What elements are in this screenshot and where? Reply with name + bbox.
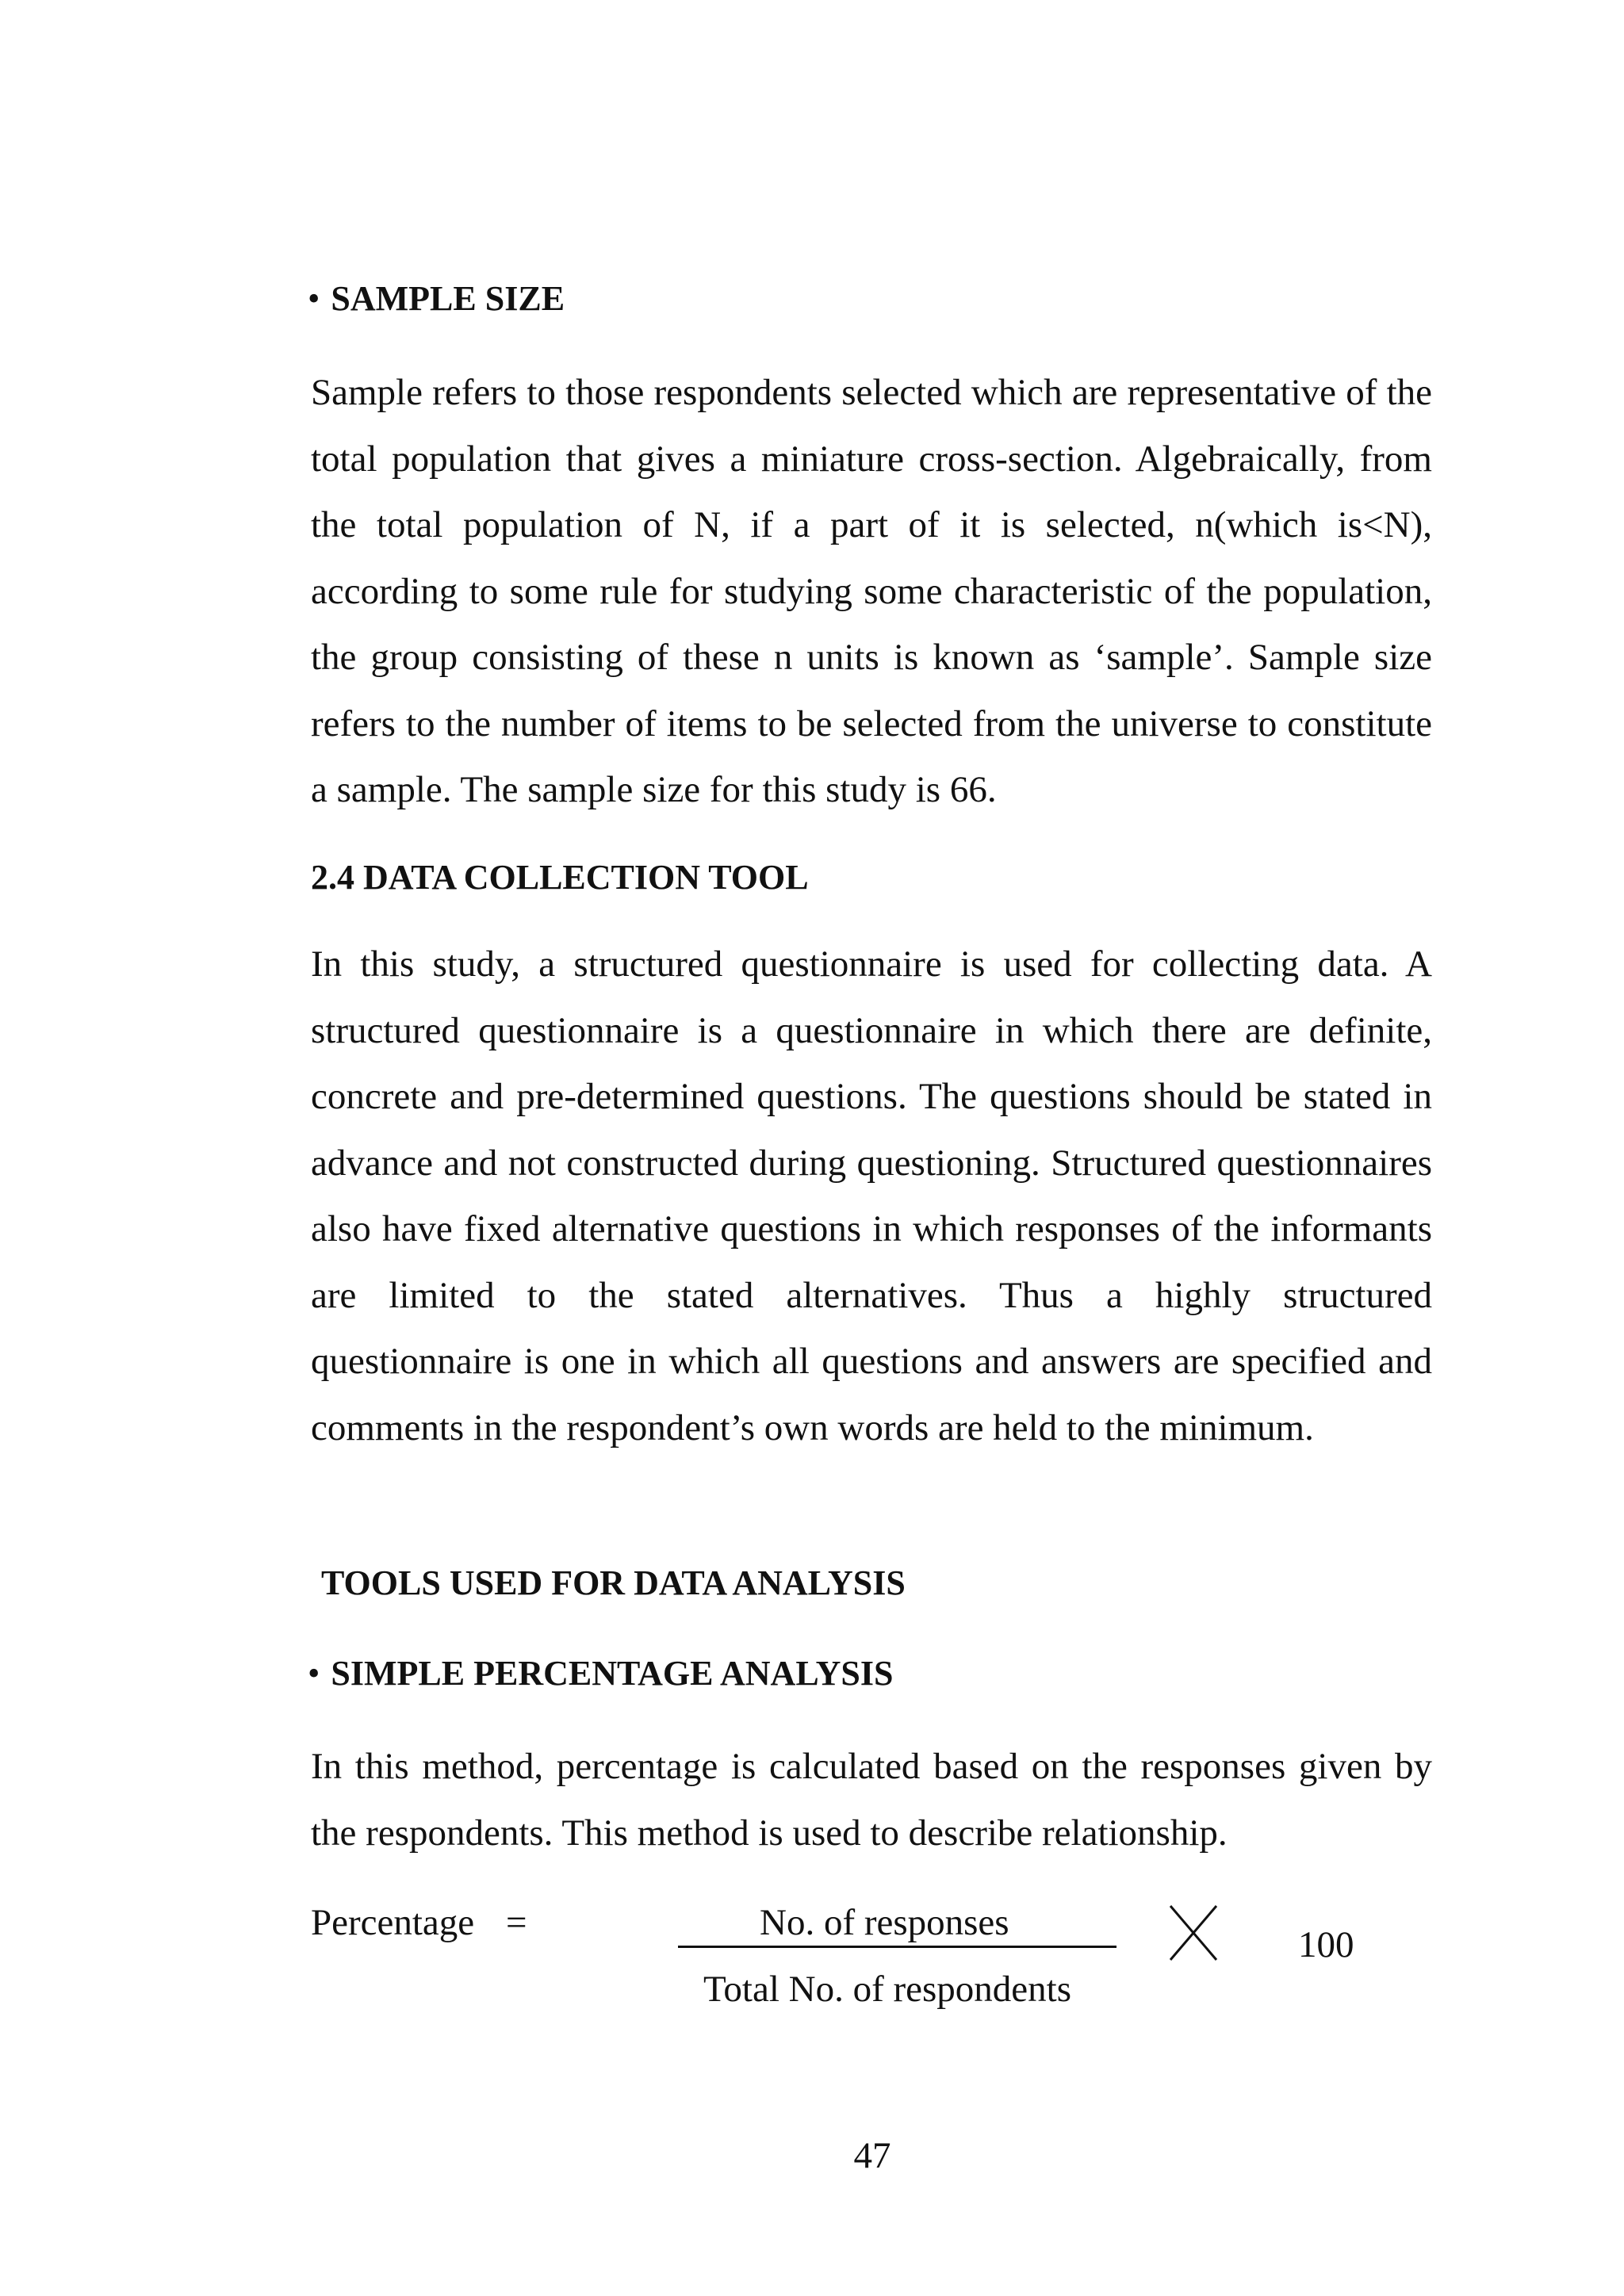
page-number: 47 [853,2135,891,2176]
multiply-icon [1166,1903,1221,1963]
fraction-line [678,1946,1116,1948]
formula-equals: = [506,1902,527,1943]
simple-percentage-heading [308,1656,893,1691]
bullet-icon: • [308,279,320,318]
simple-percentage-paragraph: In this method, percentage is calculated based on the responses given by the respondents. This method is used to describe relationship. [311,1746,1432,1854]
simple-percentage-heading-text: SIMPLE PERCENTAGE ANALYSIS [331,1654,894,1693]
sample-size-heading-text: SAMPLE SIZE [331,279,565,318]
tools-used-heading: TOOLS USED FOR DATA ANALYSIS [321,1563,906,1602]
sample-size-paragraph: Sample refers to those respondents selected which are representative of the total population that gives a miniature cross-section. Algebraically, from the total population of N, if a part of it is selected, n(which is<N), according to some rule for studying some characteristic of the population, the group consisting of these n units is known as ‘sample’. Sample size refers to the number of items to be selected from the universe to constitute a sample. The sample size for this study is 66. [311,372,1432,810]
sample-size-heading [308,281,565,316]
formula-label: Percentage [311,1902,475,1943]
data-collection-tool-heading: 2.4 DATA COLLECTION TOOL [311,858,809,897]
data-collection-paragraph: In this study, a structured questionnaire is used for collecting data. A structured questionnaire is a questionnaire in which there are definite, concrete and pre-determined questions. The questions should be stated in advance and not constructed during questioning. Structured questionnaires also have fixed alternative questions in which responses of the informants are limited to the stated alternatives. Thus a highly structured questionnaire is one in which all questions and answers are specified and comments in the respondent’s own words are held to the minimum. [311,943,1432,1448]
formula-numerator: No. of responses [760,1902,1009,1943]
formula-denominator: Total No. of respondents [703,1969,1072,2010]
bullet-icon: • [308,1654,320,1693]
formula-multiplier: 100 [1298,1924,1354,1965]
